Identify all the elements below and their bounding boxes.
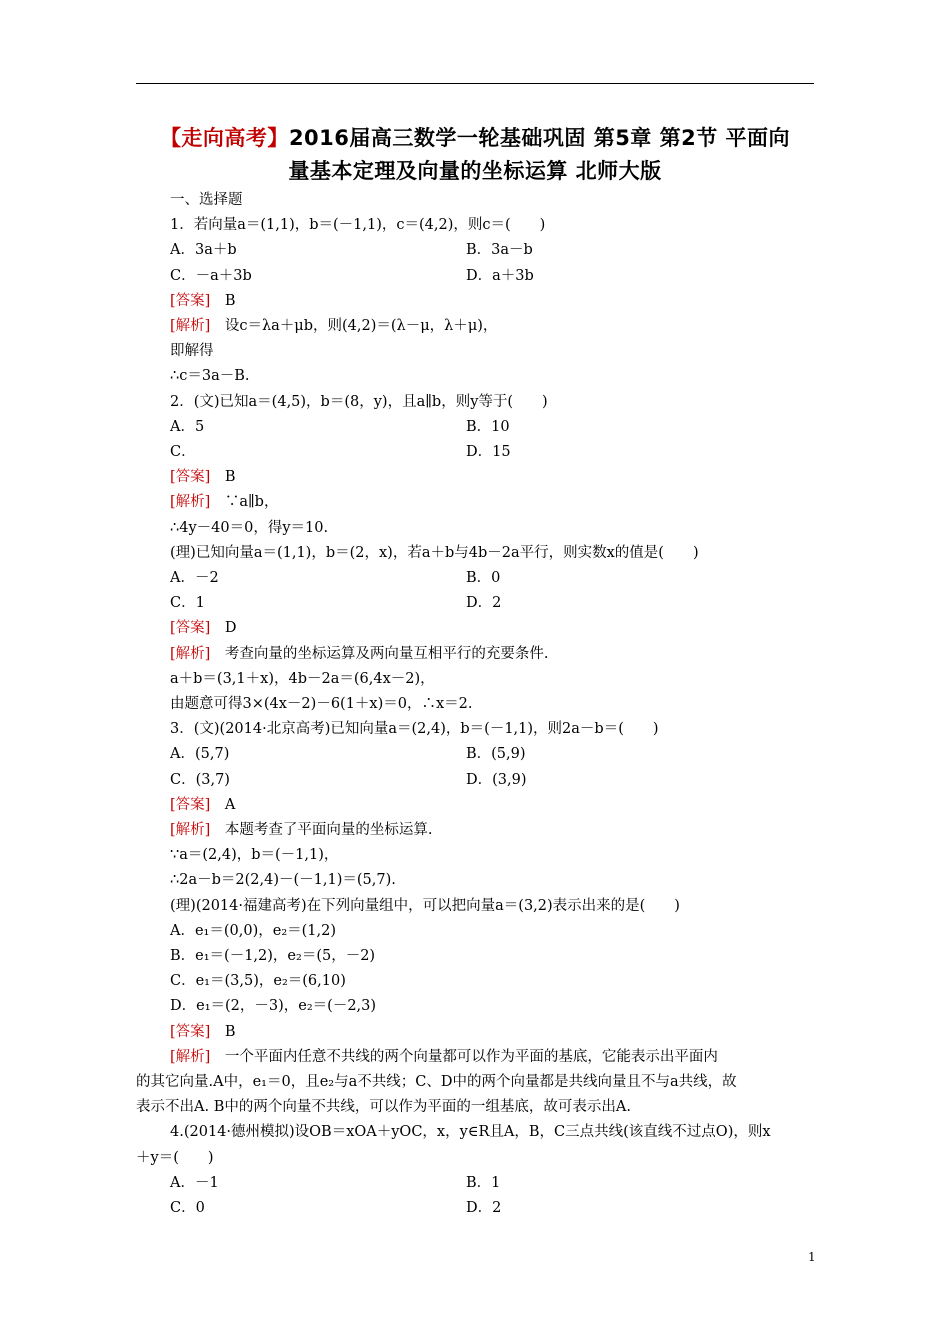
title-line-2: 量基本定理及向量的坐标运算 北师大版 <box>288 159 662 183</box>
text-line: [解析] 设c＝λa＋μb，则(4,2)＝(λ－μ，λ＋μ)， <box>170 318 498 334</box>
text-line: A．e₁＝(0,0)，e₂＝(1,2) <box>170 922 337 939</box>
text-line: [答案] A <box>170 796 236 813</box>
text-line: ∴c＝3a－B. <box>170 368 250 385</box>
text-line: [答案] B <box>170 469 236 486</box>
text-line: (理)已知向量a＝(1,1)，b＝(2，x)，若a＋b与4b－2a平行，则实数x的值是( ) <box>170 544 699 561</box>
text-line: C．e₁＝(3,5)，e₂＝(6,10) <box>170 973 346 990</box>
text-line: A．5 <box>170 418 205 435</box>
option-right: D．(3,9) <box>466 771 527 788</box>
title-tag: 【走向高考】 <box>159 126 289 150</box>
text-line: 4.(2014·德州模拟)设OB＝xOA＋yOC，x，y∈R且A，B，C三点共线(该直线不过点O)，则x <box>170 1124 771 1141</box>
text-line: ∵a＝(2,4)，b＝(－1,1)， <box>170 847 339 864</box>
text-line: C．(3,7) <box>170 771 230 788</box>
text-line: ∴4y－40＝0，得y＝10. <box>170 519 329 536</box>
text-line: A．－1 <box>170 1174 219 1191</box>
text-line: C．1 <box>170 595 205 612</box>
text-line: [解析] 一个平面内任意不共线的两个向量都可以作为平面的基底，它能表示出平面内 <box>170 1048 718 1065</box>
option-right: D．a＋3b <box>466 267 534 284</box>
text-line: A．(5,7) <box>170 746 230 763</box>
text-line: [解析] 本题考查了平面向量的坐标运算. <box>170 822 433 838</box>
text-line: A．－2 <box>170 570 219 586</box>
option-right: D．2 <box>466 1200 502 1216</box>
text-line: ＋y＝( ) <box>136 1149 214 1166</box>
option-right: B．3a－b <box>466 242 533 259</box>
option-right: D．15 <box>466 444 511 460</box>
top-rule <box>136 83 814 84</box>
option-right: B．10 <box>466 418 510 435</box>
option-right: B．1 <box>466 1174 501 1191</box>
text-line: B．e₁＝(－1,2)，e₂＝(5，－2) <box>170 948 376 964</box>
text-line: 一、选择题 <box>170 192 243 208</box>
text-line: 即解得 <box>170 343 214 360</box>
text-line: 的其它向量.A中，e₁＝0，且e₂与a不共线；C、D中的两个向量都是共线向量且不与a共线，故 <box>136 1074 737 1090</box>
page-number: 1 <box>808 1250 816 1264</box>
option-right: D．2 <box>466 595 502 612</box>
option-right: B．0 <box>466 570 501 586</box>
title-line-1: 2016届高三数学一轮基础巩固 第5章 第2节 平面向 <box>288 126 791 150</box>
text-line: [答案] B <box>170 292 236 309</box>
page-title <box>136 122 814 188</box>
text-line: 3．(文)(2014·北京高考)已知向量a＝(2,4)，b＝(－1,1)，则2a－b＝( ) <box>170 721 659 738</box>
text-line: 由题意可得3×(4x－2)－6(1＋x)＝0，∴x＝2. <box>170 696 473 712</box>
text-line: [答案] D <box>170 620 237 637</box>
text-line: a＋b＝(3,1＋x)，4b－2a＝(6,4x－2)， <box>170 670 435 687</box>
text-line: A．3a＋b <box>170 242 237 259</box>
text-line: C．0 <box>170 1200 205 1216</box>
text-line: [答案] B <box>170 1023 236 1040</box>
text-line: 2．(文)已知a＝(4,5)，b＝(8，y)，且a∥b，则y等于( ) <box>170 393 548 410</box>
text-line: [解析] ∵a∥b， <box>170 494 279 511</box>
text-line: D．e₁＝(2，－3)，e₂＝(－2,3) <box>170 998 377 1015</box>
text-line: 表示不出A. B中的两个向量不共线，可以作为平面的一组基底，故可表示出A. <box>136 1099 631 1116</box>
option-right: B．(5,9) <box>466 746 526 763</box>
text-line: [解析] 考查向量的坐标运算及两向量互相平行的充要条件. <box>170 645 549 662</box>
text-line: ∴2a－b＝2(2,4)－(－1,1)＝(5,7). <box>170 872 396 889</box>
text-line: (理)(2014·福建高考)在下列向量组中，可以把向量a＝(3,2)表示出来的是( ) <box>170 897 680 914</box>
text-line: C． <box>170 444 196 460</box>
text-line: 1．若向量a＝(1,1)，b＝(－1,1)，c＝(4,2)，则c＝( ) <box>170 217 546 234</box>
text-line: C．－a＋3b <box>170 267 252 284</box>
